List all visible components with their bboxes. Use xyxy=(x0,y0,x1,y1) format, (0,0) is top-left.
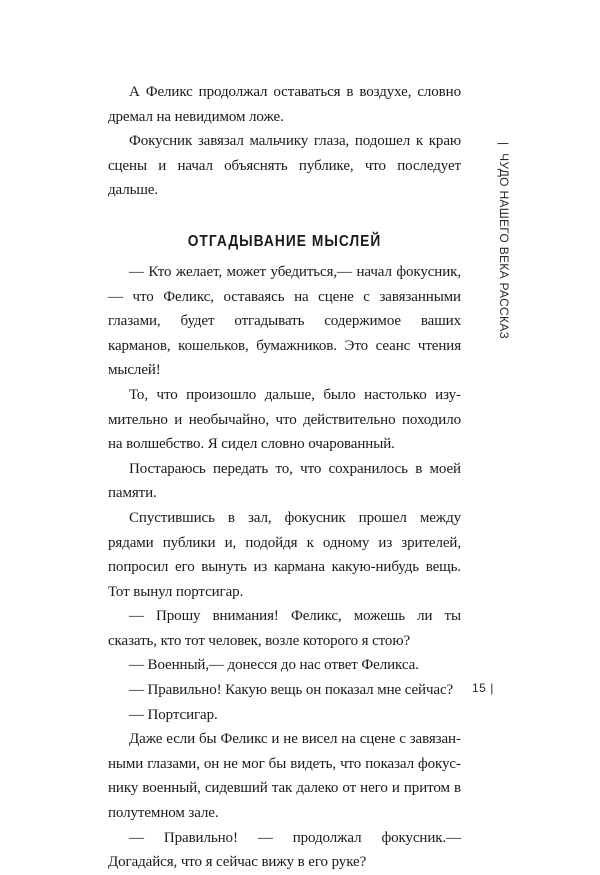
paragraph: Фокусник завязал мальчику глаза, подошел к краю сцены и начал объяснять публике, что последует дальше. xyxy=(108,133,461,199)
paragraph: — Портсигар. xyxy=(129,706,218,723)
paragraph: Постараюсь передать то, что сохранилось в моей памяти. xyxy=(108,460,461,502)
page-number xyxy=(472,681,494,695)
running-head-separator: | xyxy=(497,142,511,146)
paragraph: Спустившись в зал, фокусник прошел между рядами публики и, подойдя к одному из зрителей, попросил его вынуть из кармана какую-нибудь вещь. Тот вынул портсигар. xyxy=(108,509,461,600)
page-number-value: 15 xyxy=(472,681,487,695)
running-head xyxy=(494,142,514,340)
section-heading: ОТГАДЫВАНИЕ МЫСЛЕЙ xyxy=(187,232,382,250)
paragraph: — Прошу внимания! Феликс, можешь ли ты сказать, кто тот человек, возле которого я стою? xyxy=(108,608,461,649)
running-head-title: ЧУДО НАШЕГО ВЕКА РАССКАЗ xyxy=(497,153,511,340)
page-number-separator: | xyxy=(490,681,494,695)
paragraph: А Феликс продолжал оставаться в воздухе, словно дремал на невидимом ложе. xyxy=(108,84,461,125)
paragraph: — Кто желает, может убедиться,— начал фокусник,— что Феликс, оставаясь на сцене с завязанными глазами, будет отгадывать содержимое ваших карманов, кошельков, бумажников. Это сеанс чтения мыслей! xyxy=(108,263,461,379)
paragraph: — Военный,— донесся до нас ответ Феликса. xyxy=(129,657,419,674)
paragraph: Даже если бы Феликс и не висел на сцене с завязанными глазами, он не мог бы видеть, что показал фокуснику военный, сидевший так далеко от него и притом в полутемном зале. xyxy=(108,731,461,822)
page-body-text xyxy=(108,80,461,875)
paragraph: — Правильно! — продолжал фокусник.— Догадайся, что я сейчас вижу в его руке? xyxy=(108,829,461,871)
paragraph: — Правильно! Какую вещь он показал мне сейчас? xyxy=(129,682,454,699)
paragraph: То, что произошло дальше, было настолько изумительно и необычайно, что действительно походило на волшебство. Я сидел словно очарованный. xyxy=(108,386,461,453)
